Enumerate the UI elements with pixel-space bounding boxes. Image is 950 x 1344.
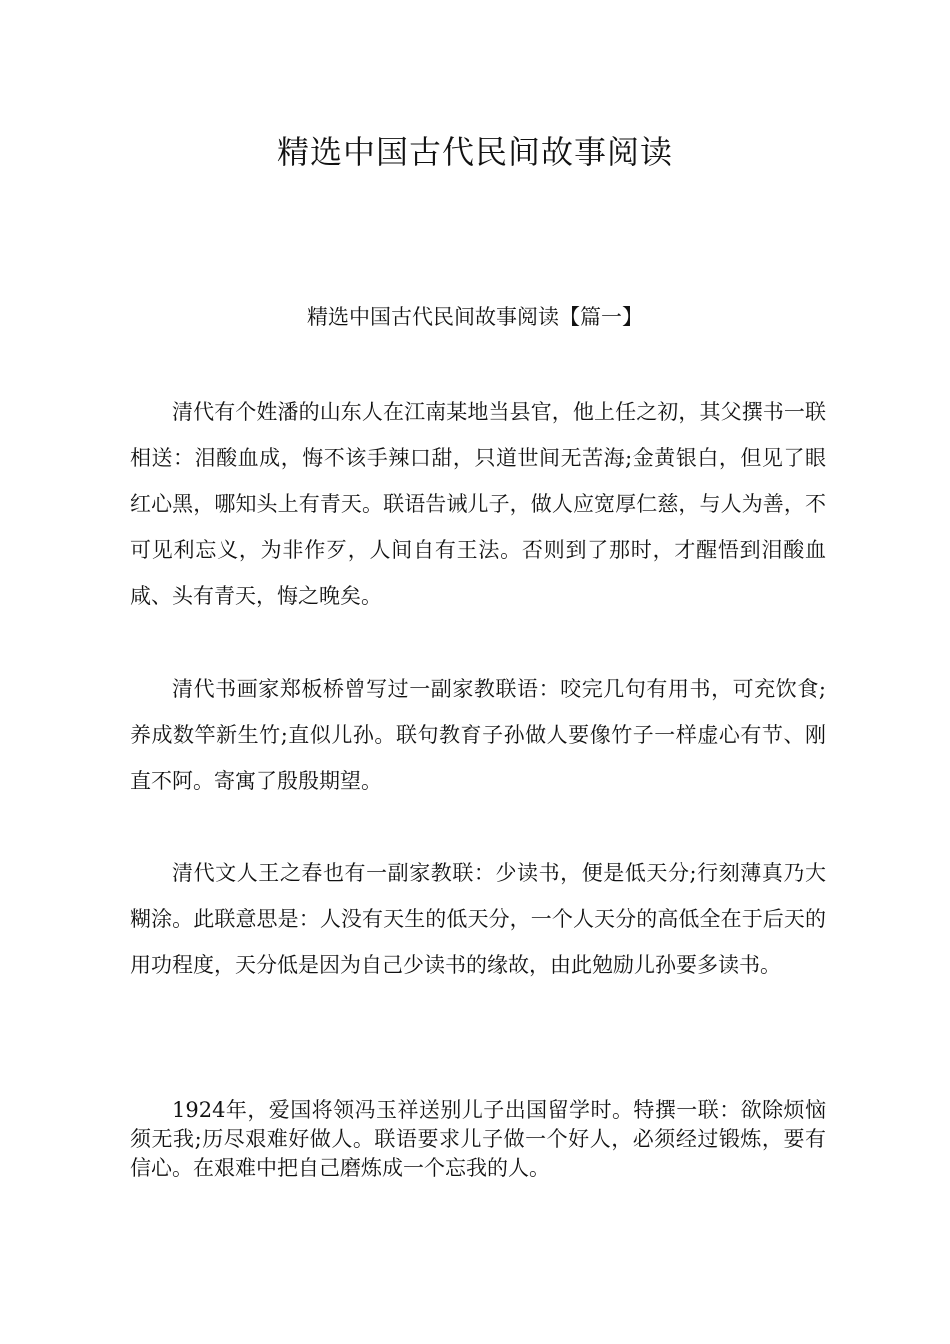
section-title: 精选中国古代民间故事阅读【篇一】: [307, 305, 643, 329]
paragraph-1: 清代有个姓潘的山东人在江南某地当县官，他上任之初，其父撰书一联相送：泪酸血成，悔不该手辣口甜，只道世间无苦海;金黄银白，但见了眼红心黑，哪知头上有青天。联语告诫儿子，做人应宽厚仁慈，与人为善，不可见利忘义，为非作歹，人间自有王法。否则到了那时，才醒悟到泪酸血咸、头有青天，悔之晚矣。: [130, 400, 826, 608]
paragraph-4: 1924年，爱国将领冯玉祥送别儿子出国留学时。特撰一联：欲除烦恼须无我;历尽艰难好做人。联语要求儿子做一个好人，必须经过锻炼，要有信心。在艰难中把自己磨炼成一个忘我的人。: [130, 1098, 826, 1180]
paragraph-2: 清代书画家郑板桥曾写过一副家教联语：咬完几句有用书，可充饮食;养成数竿新生竹;直似儿孙。联句教育子孙做人要像竹子一样虚心有节、刚直不阿。寄寓了殷殷期望。: [130, 677, 826, 793]
paragraph-3: 清代文人王之春也有一副家教联：少读书，便是低天分;行刻薄真乃大糊涂。此联意思是：人没有天生的低天分，一个人天分的高低全在于后天的用功程度，天分低是因为自己少读书的缘故，由此勉励儿孙要多读书。: [130, 861, 826, 977]
document-title: 精选中国古代民间故事阅读: [276, 133, 673, 171]
